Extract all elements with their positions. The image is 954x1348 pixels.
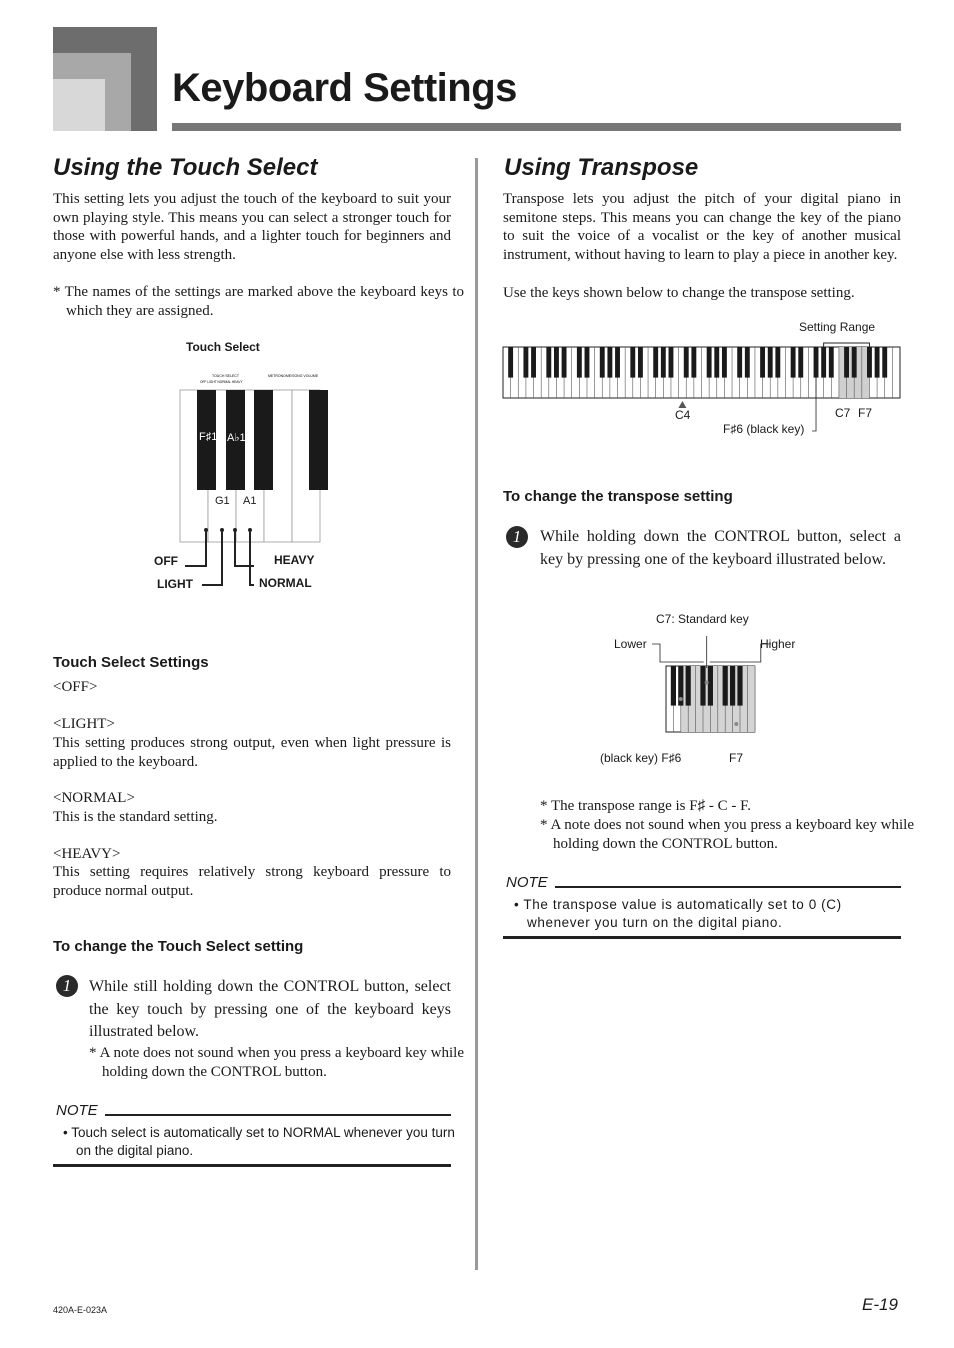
black-key [600, 347, 605, 378]
touch-select-change-heading: To change the Touch Select setting [53, 938, 304, 955]
touch-select-step-note: * A note does not sound when you press a keyboard key while holding down the CONTROL button. [89, 1045, 464, 1080]
note-rule-top-2 [555, 886, 901, 888]
zoom-label-fs6: (black key) F♯6 [600, 751, 682, 765]
key-label-ab1: A♭1 [227, 432, 246, 444]
black-key [745, 347, 750, 378]
label-c7: C7 [835, 406, 851, 420]
c4-marker [678, 401, 686, 408]
black-key [669, 347, 674, 378]
label-f7: F7 [858, 406, 873, 420]
black-key [814, 347, 819, 378]
black-key [775, 347, 780, 378]
full-keyboard-svg [500, 318, 904, 440]
label-c4: C4 [675, 408, 691, 422]
setting-heavy-desc: This setting requires relatively strong keyboard pressure to produce normal output. [53, 864, 451, 899]
header-decoration-core [53, 79, 105, 131]
label-fs6: F♯6 (black key) [723, 422, 805, 436]
touch-select-diagram [150, 338, 350, 598]
zoom-label-f7: F7 [729, 751, 744, 765]
black-key [722, 347, 727, 378]
black-key [562, 347, 567, 378]
zoom-black-key [686, 666, 691, 706]
transpose-note-text: • The transpose value is automatically set to 0 (C) whenever you turn on the digital piano. [514, 897, 842, 930]
transpose-zoom-keyboard [596, 608, 816, 773]
transpose-intro2: Use the keys shown below to change the transpose setting. [503, 285, 855, 301]
zoom-black-key [730, 666, 735, 706]
svg-text:METRONOME/SONG VOLUME: METRONOME/SONG VOLUME [268, 374, 319, 378]
transpose-full-keyboard [500, 318, 904, 440]
black-key [554, 347, 559, 378]
touch-select-keyboard [150, 338, 350, 598]
black-key [714, 347, 719, 378]
higher-label: Higher [760, 637, 796, 651]
note-rule-bottom-2 [503, 936, 901, 939]
footer-code: 420A-E-023A [53, 1305, 108, 1315]
touch-select-caption: Touch Select [186, 340, 260, 354]
zoom-black-key [737, 666, 742, 706]
setting-range-label: Setting Range [799, 320, 876, 334]
setting-normal-label: <NORMAL> [53, 790, 135, 806]
black-key [546, 347, 551, 378]
zoom-black-key [723, 666, 728, 706]
touch-select-step-text: While still holding down the CONTROL button, select the key touch by pressing one of the keyboard keys illustrated below. [89, 978, 451, 1040]
zoom-keyboard-svg [596, 608, 816, 773]
touch-select-note-label: NOTE [56, 1102, 98, 1119]
black-key [309, 390, 328, 490]
black-key [867, 347, 872, 378]
transpose-step-text: While holding down the CONTROL button, select a key by pressing one of the keyboard illustrated below. [540, 528, 901, 568]
label-light: LIGHT [157, 577, 193, 591]
setting-off-label: <OFF> [53, 679, 98, 695]
black-key [760, 347, 765, 378]
touch-select-settings-heading: Touch Select Settings [53, 654, 209, 671]
setting-heavy-label: <HEAVY> [53, 846, 121, 862]
key-label-a1: A1 [243, 495, 257, 507]
black-key [829, 347, 834, 378]
title-rule [172, 123, 901, 131]
black-key [577, 347, 582, 378]
note-rule-top [105, 1114, 451, 1116]
black-key [768, 347, 773, 378]
black-key [844, 347, 849, 378]
column-divider [475, 158, 478, 1270]
c7-dot [705, 681, 709, 685]
black-key [798, 347, 803, 378]
black-key [821, 347, 826, 378]
key-label-g1: G1 [215, 495, 230, 507]
black-key [661, 347, 666, 378]
zoom-black-key [708, 666, 713, 706]
black-key [585, 347, 590, 378]
black-key [615, 347, 620, 378]
standard-key-label: C7: Standard key [656, 612, 749, 626]
lower-label: Lower [614, 637, 647, 651]
zoom-black-key [700, 666, 705, 706]
f7-dot [734, 722, 738, 726]
zoom-black-key [671, 666, 676, 706]
setting-normal-desc: This is the standard setting. [53, 809, 218, 825]
note-rule-bottom [53, 1164, 451, 1167]
page-number: E-19 [862, 1295, 898, 1314]
page-title: Keyboard Settings [172, 66, 517, 110]
touch-select-heading: Using the Touch Select [53, 154, 318, 181]
black-key [791, 347, 796, 378]
black-key [508, 347, 513, 378]
key-label-fs1: F♯1 [199, 431, 218, 443]
black-key [737, 347, 742, 378]
black-key [523, 347, 528, 378]
black-key [707, 347, 712, 378]
label-heavy: HEAVY [274, 553, 315, 567]
transpose-heading: Using Transpose [504, 154, 699, 181]
black-key [531, 347, 536, 378]
step-number-badge-2: 1 [506, 526, 528, 548]
transpose-step-note: * A note does not sound when you press a keyboard key while holding down the CONTROL button. [540, 817, 914, 852]
setting-light-label: <LIGHT> [53, 716, 115, 732]
black-key [684, 347, 689, 378]
svg-text:TOUCH SELECT: TOUCH SELECT [212, 374, 239, 378]
transpose-intro: Transpose lets you adjust the pitch of your digital piano in semitone steps. This means you can change the key of the piano to suit the voice of a vocalist or the key of another musical instrument, without having to learn to play a piece in another key. [503, 191, 901, 263]
lower-leader [652, 644, 673, 662]
black-key [638, 347, 643, 378]
fs6-dot [679, 697, 683, 701]
step-number-badge: 1 [56, 975, 78, 997]
transpose-range-note: * The transpose range is F♯ - C - F. [540, 798, 751, 814]
transpose-note-label: NOTE [506, 874, 548, 891]
label-normal: NORMAL [259, 576, 312, 590]
black-key [630, 347, 635, 378]
label-off: OFF [154, 554, 178, 568]
black-key [882, 347, 887, 378]
black-key [653, 347, 658, 378]
black-key [691, 347, 696, 378]
touch-select-footnote: * The names of the settings are marked above the keyboard keys to which they are assigned. [53, 284, 464, 319]
setting-light-desc: This setting produces strong output, even when light pressure is applied to the keyboard. [53, 735, 451, 770]
svg-text:OFF LIGHT NORMAL HEAVY: OFF LIGHT NORMAL HEAVY [200, 380, 243, 384]
black-key [607, 347, 612, 378]
black-key [254, 390, 273, 490]
touch-select-note-text: • Touch select is automatically set to NORMAL whenever you turn on the digital piano. [63, 1125, 455, 1158]
transpose-change-heading: To change the transpose setting [503, 488, 733, 505]
black-key [875, 347, 880, 378]
black-key [852, 347, 857, 378]
higher-leader [747, 644, 770, 662]
touch-select-intro: This setting lets you adjust the touch of the keyboard to suit your own playing style. This means you can select a stronger touch for those with powerful hands, and a lighter touch for beginners and anyone else with less strength. [53, 191, 451, 263]
